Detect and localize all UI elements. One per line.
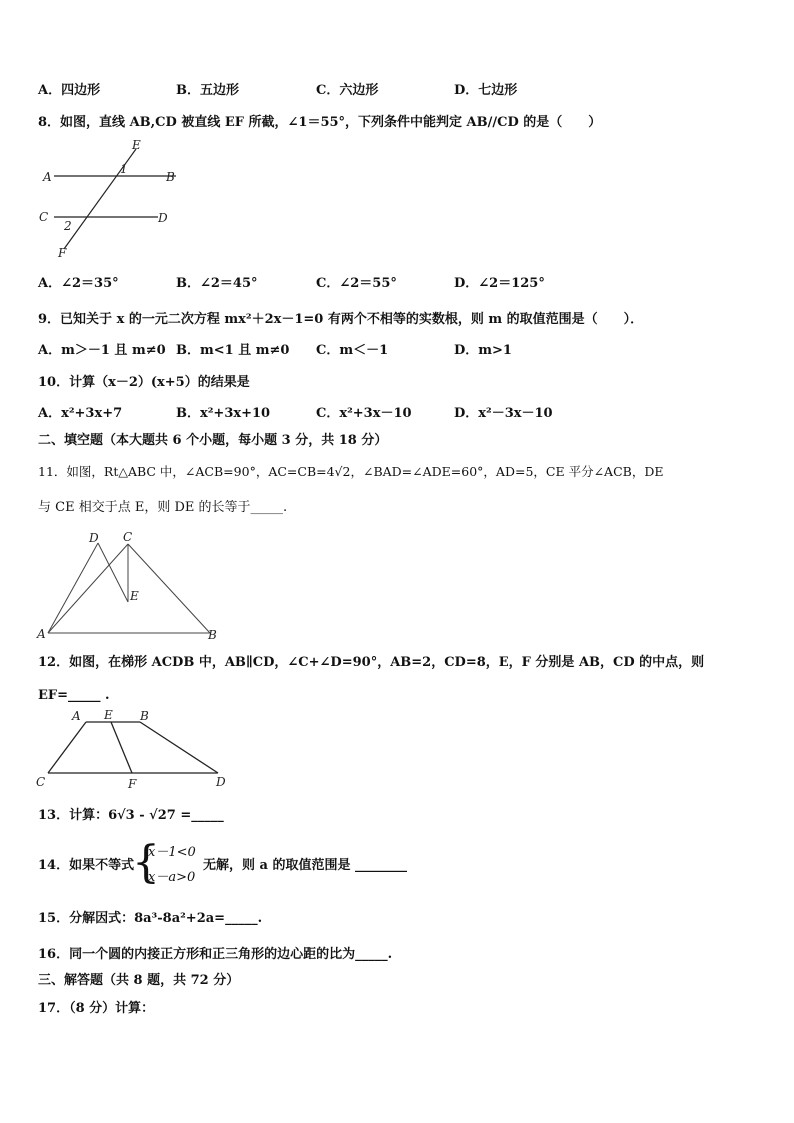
q12-figure bbox=[34, 706, 234, 794]
q14-inequality-2: x－a>0 bbox=[148, 870, 196, 885]
q8-label-b: B bbox=[166, 170, 175, 184]
q8-figure bbox=[36, 137, 186, 262]
q9-option-d: D．m>1 bbox=[454, 343, 512, 358]
q8-option-a: A．∠2＝35° bbox=[38, 276, 119, 291]
q12-line-2: EF=_____ . bbox=[38, 688, 110, 703]
q9-option-b: B．m<1 且 m≠0 bbox=[176, 343, 290, 358]
q10-option-d: D．x²－3x－10 bbox=[454, 406, 553, 421]
q12-label-b: B bbox=[140, 709, 149, 723]
q10-stem: 10．计算（x－2）(x+5）的结果是 bbox=[38, 375, 250, 390]
q15: 15．分解因式：8a³-8a²+2a=_____. bbox=[38, 911, 263, 926]
q12-label-f: F bbox=[128, 777, 137, 791]
q12-label-a: A bbox=[72, 709, 81, 723]
q11-line-1: 11．如图，Rt△ABC 中，∠ACB=90°，AC=CB=4√2，∠BAD=∠ADE=60°，AD=5，CE 平分∠ACB，DE bbox=[38, 464, 664, 479]
q8-option-c: C．∠2＝55° bbox=[316, 276, 397, 291]
q12-label-d: D bbox=[216, 775, 226, 789]
q7-option-a: A．四边形 bbox=[38, 83, 101, 98]
q8-label-d: D bbox=[158, 211, 168, 225]
q10-option-c: C．x²+3x－10 bbox=[316, 406, 412, 421]
q12-label-c: C bbox=[36, 775, 46, 789]
q13: 13．计算：6√3 - √27 =_____ bbox=[38, 808, 224, 823]
q7-option-d: D．七边形 bbox=[454, 83, 518, 98]
q11-line-2: 与 CE 相交于点 E，则 DE 的长等于_____. bbox=[38, 500, 288, 515]
q9-option-c: C．m＜－1 bbox=[316, 343, 389, 358]
q8-label-1: 1 bbox=[120, 162, 128, 176]
q17: 17．（8 分）计算： bbox=[38, 1001, 155, 1016]
q8-stem: 8．如图，直线 AB,CD 被直线 EF 所截，∠1＝55°，下列条件中能判定 AB//CD 的是（ ） bbox=[38, 115, 602, 130]
section-2-heading: 二、填空题（本大题共 6 个小题，每小题 3 分，共 18 分） bbox=[38, 433, 388, 448]
q12-line-1: 12．如图，在梯形 ACDB 中，AB∥CD，∠C+∠D=90°，AB=2，CD=8，E，F 分别是 AB，CD 的中点，则 bbox=[38, 655, 705, 670]
q11-label-c: C bbox=[123, 530, 133, 544]
q8-option-d: D．∠2＝125° bbox=[454, 276, 545, 291]
q8-option-b: B．∠2＝45° bbox=[176, 276, 258, 291]
q7-option-b: B．五边形 bbox=[176, 83, 239, 98]
q8-label-f: F bbox=[58, 246, 67, 260]
q8-label-2: 2 bbox=[64, 219, 72, 233]
q14-prefix: 14．如果不等式 bbox=[38, 858, 135, 873]
q14-brace: { bbox=[132, 837, 160, 888]
q9-stem: 9．已知关于 x 的一元二次方程 mx²＋2x－1=0 有两个不相等的实数根，则 m 的取值范围是（ ）． bbox=[38, 312, 644, 327]
q7-option-c: C．六边形 bbox=[316, 83, 379, 98]
q9-option-a: A．m＞－1 且 m≠0 bbox=[38, 343, 166, 358]
q8-label-c: C bbox=[39, 210, 49, 224]
q11-label-e: E bbox=[130, 589, 139, 603]
q10-option-a: A．x²+3x+7 bbox=[38, 406, 123, 421]
q14-inequality-1: x－1<0 bbox=[148, 845, 196, 860]
q11-figure bbox=[34, 528, 224, 644]
q14-suffix: 无解，则 a 的取值范围是 ________ bbox=[203, 858, 408, 873]
q8-label-a: A bbox=[43, 170, 52, 184]
section-3-heading: 三、解答题（共 8 题，共 72 分） bbox=[38, 973, 240, 988]
q11-label-d: D bbox=[89, 531, 99, 545]
q11-label-b: B bbox=[208, 628, 217, 642]
q10-option-b: B．x²+3x+10 bbox=[176, 406, 271, 421]
q16: 16．同一个圆的内接正方形和正三角形的边心距的比为_____. bbox=[38, 947, 393, 962]
q11-label-a: A bbox=[37, 627, 46, 641]
q12-label-e: E bbox=[104, 708, 113, 722]
q8-label-e: E bbox=[132, 138, 141, 152]
